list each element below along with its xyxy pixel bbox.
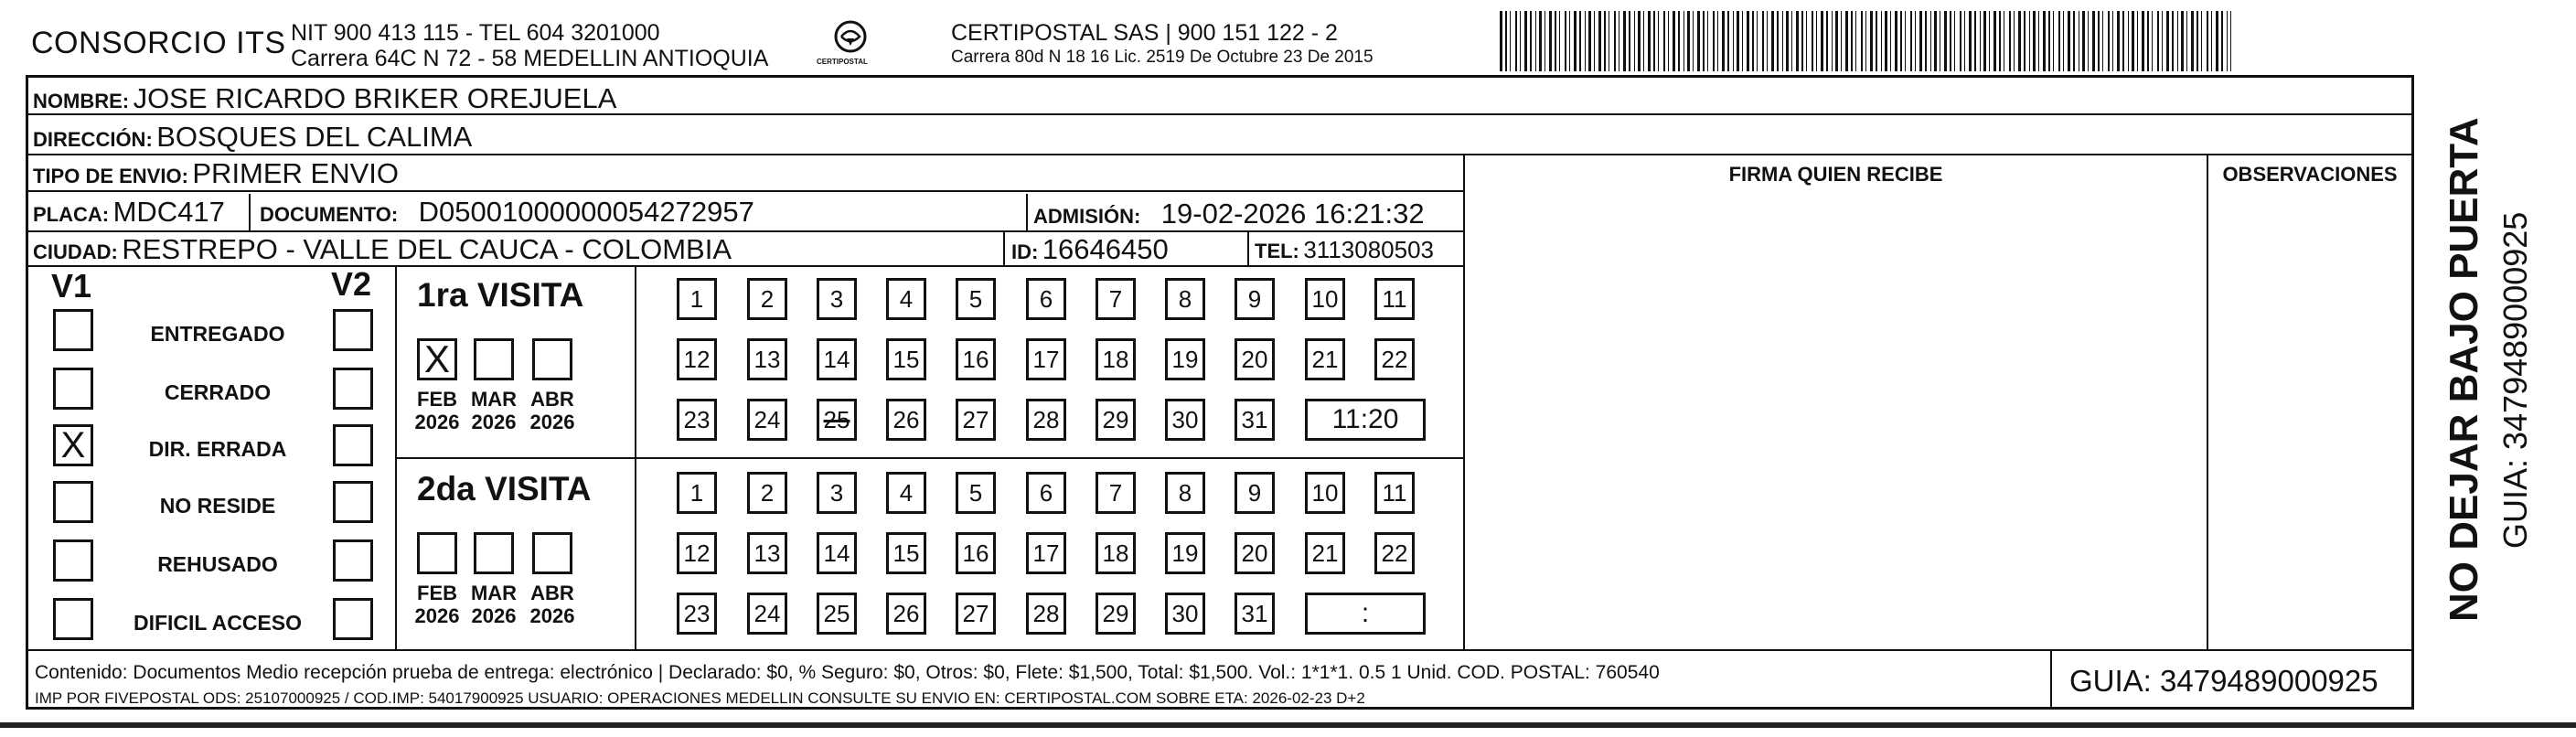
barcode-bar <box>1707 11 1708 71</box>
day-box[interactable]: 27 <box>956 399 996 441</box>
barcode-bar <box>1505 11 1507 71</box>
barcode-bar <box>1950 11 1951 71</box>
day-box[interactable]: 1 <box>677 278 717 320</box>
barcode-bar <box>1980 11 1981 71</box>
barcode-bar <box>1993 11 1996 71</box>
barcode-bar <box>1757 11 1758 71</box>
month-checkbox[interactable] <box>474 338 514 380</box>
barcode-bar <box>1910 11 1912 71</box>
barcode-bar <box>1791 11 1792 71</box>
barcode-bar <box>1658 11 1659 71</box>
barcode-bar <box>1585 11 1586 71</box>
barcode-bar <box>1885 11 1887 71</box>
day-box[interactable]: 5 <box>956 472 996 514</box>
day-box[interactable]: 17 <box>1026 338 1066 380</box>
month-year: 2026 <box>471 604 517 627</box>
month-name: MAR <box>470 388 518 411</box>
barcode-bar <box>2058 11 2060 71</box>
day-box[interactable]: 9 <box>1235 472 1275 514</box>
barcode-bar <box>2048 11 2050 71</box>
barcode-bar <box>2191 11 2194 71</box>
barcode-bar <box>1983 11 1986 71</box>
type-value: PRIMER ENVIO <box>192 157 400 189</box>
barcode-bar <box>2112 11 2113 71</box>
barcode-bar <box>1737 11 1739 71</box>
barcode-bar <box>1925 11 1927 71</box>
day-box[interactable]: 24 <box>747 593 787 635</box>
day-box[interactable]: 21 <box>1305 338 1345 380</box>
day-box[interactable]: 16 <box>956 532 996 574</box>
day-box[interactable]: 22 <box>1374 338 1415 380</box>
barcode-bar <box>1574 11 1577 71</box>
day-box[interactable]: 6 <box>1026 472 1066 514</box>
month-name: ABR <box>530 582 574 604</box>
barcode-bar <box>1668 11 1669 71</box>
barcode-bar <box>2102 11 2103 71</box>
barcode-bar <box>1520 11 1521 71</box>
barcode-bar <box>1944 11 1947 71</box>
day-box[interactable]: 18 <box>1096 532 1136 574</box>
barcode-bar <box>2132 11 2134 71</box>
barcode-bar <box>2029 11 2030 71</box>
barcode-bar <box>1865 11 1866 71</box>
v1-checkbox[interactable] <box>53 368 93 410</box>
v2-checkbox[interactable] <box>333 309 373 351</box>
barcode-bar <box>1673 11 1675 71</box>
day-box[interactable]: 3 <box>817 278 857 320</box>
barcode-bar <box>1969 11 1972 71</box>
day-box[interactable]: 19 <box>1165 532 1205 574</box>
day-box[interactable]: 7 <box>1096 472 1136 514</box>
barcode-bar <box>1861 11 1863 71</box>
barcode-bar <box>1722 11 1725 71</box>
barcode-bar <box>2177 11 2178 71</box>
barcode-bar <box>1816 11 1817 71</box>
carrier-name: CERTIPOSTAL SAS | 900 151 122 - 2 <box>951 20 1338 46</box>
day-box[interactable]: 27 <box>956 593 996 635</box>
side-guia: GUIA: 3479489000925 <box>2496 211 2534 549</box>
barcode-bar <box>2211 11 2212 71</box>
month-name: FEB <box>417 582 457 604</box>
barcode-bar <box>1742 11 1743 71</box>
v1-checkbox[interactable]: X <box>53 424 93 466</box>
day-box[interactable]: 14 <box>817 338 857 380</box>
month-year: 2026 <box>529 604 575 627</box>
barcode-bar <box>2221 11 2223 71</box>
month-year: 2026 <box>471 411 517 433</box>
month-checkbox[interactable] <box>417 532 457 574</box>
month-checkbox[interactable] <box>532 532 572 574</box>
day-box[interactable]: 4 <box>886 278 926 320</box>
barcode-bar <box>1919 11 1922 71</box>
barcode-bar <box>2043 11 2046 71</box>
barcode-bar <box>1614 11 1616 71</box>
v2-checkbox[interactable] <box>333 598 373 640</box>
day-box[interactable]: 15 <box>886 532 926 574</box>
day-box[interactable]: 5 <box>956 278 996 320</box>
barcode-bar <box>1697 11 1700 71</box>
barcode-bar <box>2227 11 2228 71</box>
barcode-bar <box>1594 11 1595 71</box>
barcode-bar <box>1569 11 1570 71</box>
barcode-bar <box>1934 11 1937 71</box>
day-box[interactable]: 14 <box>817 532 857 574</box>
barcode-bar <box>2033 11 2036 71</box>
barcode-bar <box>2082 11 2085 71</box>
type-row <box>33 157 399 190</box>
barcode-icon <box>1500 11 2231 71</box>
barcode-bar <box>1752 11 1754 71</box>
signature-column-header: FIRMA QUIEN RECIBE <box>1728 163 1943 186</box>
barcode-bar <box>1727 11 1729 71</box>
barcode-bar <box>1549 11 1552 71</box>
city-row <box>33 233 732 266</box>
barcode-bar <box>1663 11 1665 71</box>
barcode-bar <box>1890 11 1891 71</box>
v2-checkbox[interactable] <box>333 368 373 410</box>
day-box[interactable]: 8 <box>1165 472 1205 514</box>
observations-area[interactable] <box>2208 192 2411 649</box>
barcode-bar <box>1555 11 1556 71</box>
day-box[interactable]: 31 <box>1235 593 1275 635</box>
status-label: REHUSADO <box>157 552 278 576</box>
barcode-bar <box>2092 11 2095 71</box>
barcode-bar <box>2162 11 2163 71</box>
barcode-bar <box>1821 11 1823 71</box>
barcode-bar <box>1826 11 1828 71</box>
barcode-bar <box>1623 11 1626 71</box>
no-leave-under-door-warning: NO DEJAR BAJO PUERTA <box>2442 117 2486 622</box>
barcode-bar <box>1782 11 1783 71</box>
barcode-bar <box>1841 11 1842 71</box>
admission-label: ADMISIÓN: <box>1033 205 1141 228</box>
day-box[interactable]: 25 <box>817 593 857 635</box>
barcode-bar <box>1832 11 1833 71</box>
document-value: D05001000000054272957 <box>418 196 754 228</box>
barcode-bar <box>2009 11 2011 71</box>
barcode-bar <box>2117 11 2120 71</box>
barcode-bar <box>1999 11 2001 71</box>
v1-label: V1 <box>51 267 92 304</box>
barcode-bar <box>1964 11 1965 71</box>
barcode-bar <box>1876 11 1877 71</box>
barcode-bar <box>1989 11 1990 71</box>
day-box[interactable]: 29 <box>1096 399 1136 441</box>
month-checkbox[interactable]: X <box>417 338 457 380</box>
month-label <box>525 582 580 627</box>
v2-checkbox[interactable] <box>333 481 373 523</box>
barcode-bar <box>1796 11 1799 71</box>
barcode-bar <box>2216 11 2218 71</box>
day-box[interactable]: 20 <box>1235 338 1275 380</box>
day-box[interactable]: 10 <box>1305 472 1345 514</box>
barcode-bar <box>1870 11 1873 71</box>
month-label <box>466 582 521 627</box>
barcode-bar <box>1915 11 1916 71</box>
month-year: 2026 <box>414 604 460 627</box>
barcode-bar <box>1678 11 1680 71</box>
barcode-bar <box>1687 11 1690 71</box>
signature-area[interactable] <box>1465 192 2207 649</box>
logo-caption: CERTIPOSTAL <box>817 58 868 66</box>
barcode-bar <box>2201 11 2202 71</box>
barcode-bar <box>1851 11 1853 71</box>
v2-label: V2 <box>331 265 372 303</box>
day-box[interactable]: 30 <box>1165 593 1205 635</box>
day-box[interactable]: 16 <box>956 338 996 380</box>
day-box[interactable]: 15 <box>886 338 926 380</box>
day-box[interactable]: 24 <box>747 399 787 441</box>
city-label: CIUDAD: <box>33 240 118 263</box>
v1-checkbox[interactable] <box>53 309 93 351</box>
month-name: MAR <box>470 582 518 604</box>
barcode-bar <box>2068 11 2070 71</box>
barcode-bar <box>2063 11 2064 71</box>
id-value: 16646450 <box>1042 233 1169 265</box>
barcode-bar <box>1643 11 1644 71</box>
day-box[interactable]: 28 <box>1026 593 1066 635</box>
day-box[interactable]: 12 <box>677 338 717 380</box>
observations-column-header: OBSERVACIONES <box>2222 163 2398 186</box>
month-label <box>525 388 580 433</box>
v2-checkbox[interactable] <box>333 539 373 582</box>
barcode-bar <box>2137 11 2138 71</box>
barcode-bar <box>1588 11 1591 71</box>
barcode-bar <box>1638 11 1641 71</box>
id-label: ID: <box>1011 240 1039 263</box>
month-year: 2026 <box>414 411 460 433</box>
v1-checkbox[interactable] <box>53 481 93 523</box>
month-name: FEB <box>417 388 457 411</box>
status-label: NO RESIDE <box>159 494 276 518</box>
day-box[interactable]: 29 <box>1096 593 1136 635</box>
barcode-bar <box>2230 11 2231 71</box>
admission-value: 19-02-2026 16:21:32 <box>1160 198 1425 230</box>
barcode-bar <box>1539 11 1542 71</box>
day-box[interactable]: 22 <box>1374 532 1415 574</box>
plate-label: PLACA: <box>33 203 110 226</box>
v1-checkbox[interactable] <box>53 539 93 582</box>
tel-value: 3113080503 <box>1303 236 1435 263</box>
day-box[interactable]: 10 <box>1305 278 1345 320</box>
day-box[interactable]: 1 <box>677 472 717 514</box>
barcode-bar <box>2053 11 2054 71</box>
city-value: RESTREPO - VALLE DEL CAUCA - COLOMBIA <box>122 233 732 265</box>
address-row <box>33 121 472 154</box>
barcode-bar <box>1806 11 1807 71</box>
scan-edge <box>0 722 2576 728</box>
day-box[interactable]: 17 <box>1026 532 1066 574</box>
day-box[interactable]: 19 <box>1165 338 1205 380</box>
day-box[interactable]: 23 <box>677 593 717 635</box>
day-box[interactable]: 20 <box>1235 532 1275 574</box>
v2-checkbox[interactable] <box>333 424 373 466</box>
barcode-bar <box>2142 11 2144 71</box>
barcode-bar <box>2207 11 2208 71</box>
barcode-bar <box>1905 11 1906 71</box>
tel-row <box>1255 236 1434 264</box>
barcode-bar <box>2073 11 2075 71</box>
day-box[interactable]: 31 <box>1235 399 1275 441</box>
month-label <box>410 582 465 627</box>
barcode-bar <box>2128 11 2129 71</box>
barcode-bar <box>1771 11 1774 71</box>
barcode-bar <box>1733 11 1734 71</box>
barcode-bar <box>1777 11 1779 71</box>
address-value: BOSQUES DEL CALIMA <box>156 121 473 153</box>
address-label: DIRECCIÓN: <box>33 128 153 151</box>
barcode-bar <box>1579 11 1581 71</box>
day-box[interactable]: 11 <box>1374 472 1415 514</box>
barcode-bar <box>2088 11 2089 71</box>
barcode-bar <box>1604 11 1606 71</box>
barcode-bar <box>1683 11 1684 71</box>
name-row <box>33 82 616 115</box>
barcode-bar <box>1954 11 1955 71</box>
barcode-bar <box>2122 11 2124 71</box>
day-box[interactable]: 6 <box>1026 278 1066 320</box>
day-box[interactable]: 11 <box>1374 278 1415 320</box>
plate-value: MDC417 <box>112 196 225 228</box>
type-label: TIPO DE ENVIO: <box>33 165 188 187</box>
barcode-bar <box>2197 11 2198 71</box>
name-value: JOSE RICARDO BRIKER OREJUELA <box>133 82 617 114</box>
month-checkbox[interactable] <box>532 338 572 380</box>
month-checkbox[interactable] <box>474 532 514 574</box>
status-label: ENTREGADO <box>150 322 285 346</box>
day-box[interactable]: 26 <box>886 593 926 635</box>
name-label: NOMBRE: <box>33 90 130 112</box>
tel-label: TEL: <box>1255 240 1299 262</box>
barcode-bar <box>1812 11 1813 71</box>
day-box[interactable]: 8 <box>1165 278 1205 320</box>
imp-line: IMP POR FIVEPOSTAL ODS: 25107000925 / COD.IMP: 54017900925 USUARIO: OPERACIONES MEDELLIN CONSULTE SU ENVIO EN: CERTIPOSTAL.COM SOBRE ETA: 2026-02-23 D+2 <box>35 689 1365 707</box>
company-name: CONSORCIO ITS <box>31 26 286 60</box>
month-name: ABR <box>530 388 574 411</box>
status-label: DIFICIL ACCESO <box>133 611 302 635</box>
barcode-bar <box>1648 11 1651 71</box>
month-label <box>410 388 465 433</box>
barcode-bar <box>1565 11 1566 71</box>
barcode-bar <box>2108 11 2110 71</box>
barcode-bar <box>1653 11 1655 71</box>
time-box[interactable]: 11:20 <box>1305 399 1426 441</box>
admission-row <box>1033 198 1425 230</box>
day-box[interactable]: 21 <box>1305 532 1345 574</box>
day-box[interactable]: 13 <box>747 338 787 380</box>
barcode-bar <box>2157 11 2159 71</box>
barcode-bar <box>1845 11 1848 71</box>
day-box[interactable]: 9 <box>1235 278 1275 320</box>
barcode-bar <box>1634 11 1635 71</box>
day-box[interactable]: 13 <box>747 532 787 574</box>
day-box[interactable]: 7 <box>1096 278 1136 320</box>
barcode-bar <box>1747 11 1749 71</box>
content-line: Contenido: Documentos Medio recepción prueba de entrega: electrónico | Declarado: $0, % Seguro: $0, Otros: $0, Flete: $1,500, Total: $1,500. Vol.: 1*1*1. 0.5 1 Unid. COD. POSTAL: 760540 <box>35 662 1660 683</box>
footer-guia: GUIA: 3479489000925 <box>2069 664 2378 698</box>
barcode-bar <box>1855 11 1856 71</box>
barcode-bar <box>1762 11 1764 71</box>
v1-checkbox[interactable] <box>53 598 93 640</box>
id-row <box>1011 233 1169 266</box>
day-box[interactable]: 26 <box>886 399 926 441</box>
status-label: DIR. ERRADA <box>148 437 287 461</box>
month-label <box>466 388 521 433</box>
barcode-bar <box>1530 11 1532 71</box>
barcode-bar <box>2186 11 2187 71</box>
barcode-bar <box>2024 11 2026 71</box>
company-nit: NIT 900 413 115 - TEL 604 3201000 <box>291 20 660 46</box>
barcode-bar <box>2181 11 2184 71</box>
visit-title: 1ra VISITA <box>417 276 584 314</box>
day-box[interactable]: 25 <box>817 399 857 441</box>
barcode-bar <box>1524 11 1527 71</box>
day-box[interactable]: 28 <box>1026 399 1066 441</box>
barcode-bar <box>1703 11 1705 71</box>
barcode-bar <box>2014 11 2015 71</box>
barcode-bar <box>1786 11 1789 71</box>
company-address: Carrera 64C N 72 - 58 MEDELLIN ANTIOQUIA <box>291 46 769 71</box>
barcode-bar <box>1930 11 1931 71</box>
barcode-bar <box>2098 11 2100 71</box>
barcode-bar <box>1881 11 1882 71</box>
time-box[interactable]: : <box>1305 593 1426 635</box>
barcode-bar <box>1598 11 1601 71</box>
barcode-bar <box>1835 11 1838 71</box>
barcode-bar <box>1713 11 1715 71</box>
barcode-bar <box>1559 11 1560 71</box>
barcode-bar <box>2166 11 2169 71</box>
day-box[interactable]: 18 <box>1096 338 1136 380</box>
document-row <box>260 196 754 229</box>
document-label: DOCUMENTO: <box>260 203 399 226</box>
barcode-bar <box>1960 11 1961 71</box>
day-box[interactable]: 23 <box>677 399 717 441</box>
barcode-bar <box>1693 11 1694 71</box>
status-label: CERRADO <box>164 380 272 404</box>
day-box[interactable]: 2 <box>747 472 787 514</box>
barcode-bar <box>1500 11 1502 71</box>
visit-title: 2da VISITA <box>417 470 592 507</box>
day-box[interactable]: 3 <box>817 472 857 514</box>
barcode-bar <box>1801 11 1803 71</box>
barcode-bar <box>2152 11 2153 71</box>
barcode-bar <box>2147 11 2149 71</box>
barcode-bar <box>1717 11 1718 71</box>
barcode-bar <box>2172 11 2174 71</box>
carrier-address: Carrera 80d N 18 16 Lic. 2519 De Octubre 23 De 2015 <box>951 48 1374 67</box>
barcode-bar <box>2038 11 2039 71</box>
day-box[interactable]: 12 <box>677 532 717 574</box>
day-box[interactable]: 2 <box>747 278 787 320</box>
barcode-bar <box>1629 11 1630 71</box>
plate-row <box>33 196 225 229</box>
barcode-bar <box>1535 11 1536 71</box>
barcode-bar <box>1510 11 1511 71</box>
barcode-bar <box>1515 11 1517 71</box>
barcode-bar <box>1974 11 1976 71</box>
barcode-bar <box>1767 11 1768 71</box>
day-box[interactable]: 4 <box>886 472 926 514</box>
day-box[interactable]: 30 <box>1165 399 1205 441</box>
barcode-bar <box>1900 11 1902 71</box>
barcode-bar <box>2018 11 2021 71</box>
month-year: 2026 <box>529 411 575 433</box>
barcode-bar <box>1895 11 1897 71</box>
